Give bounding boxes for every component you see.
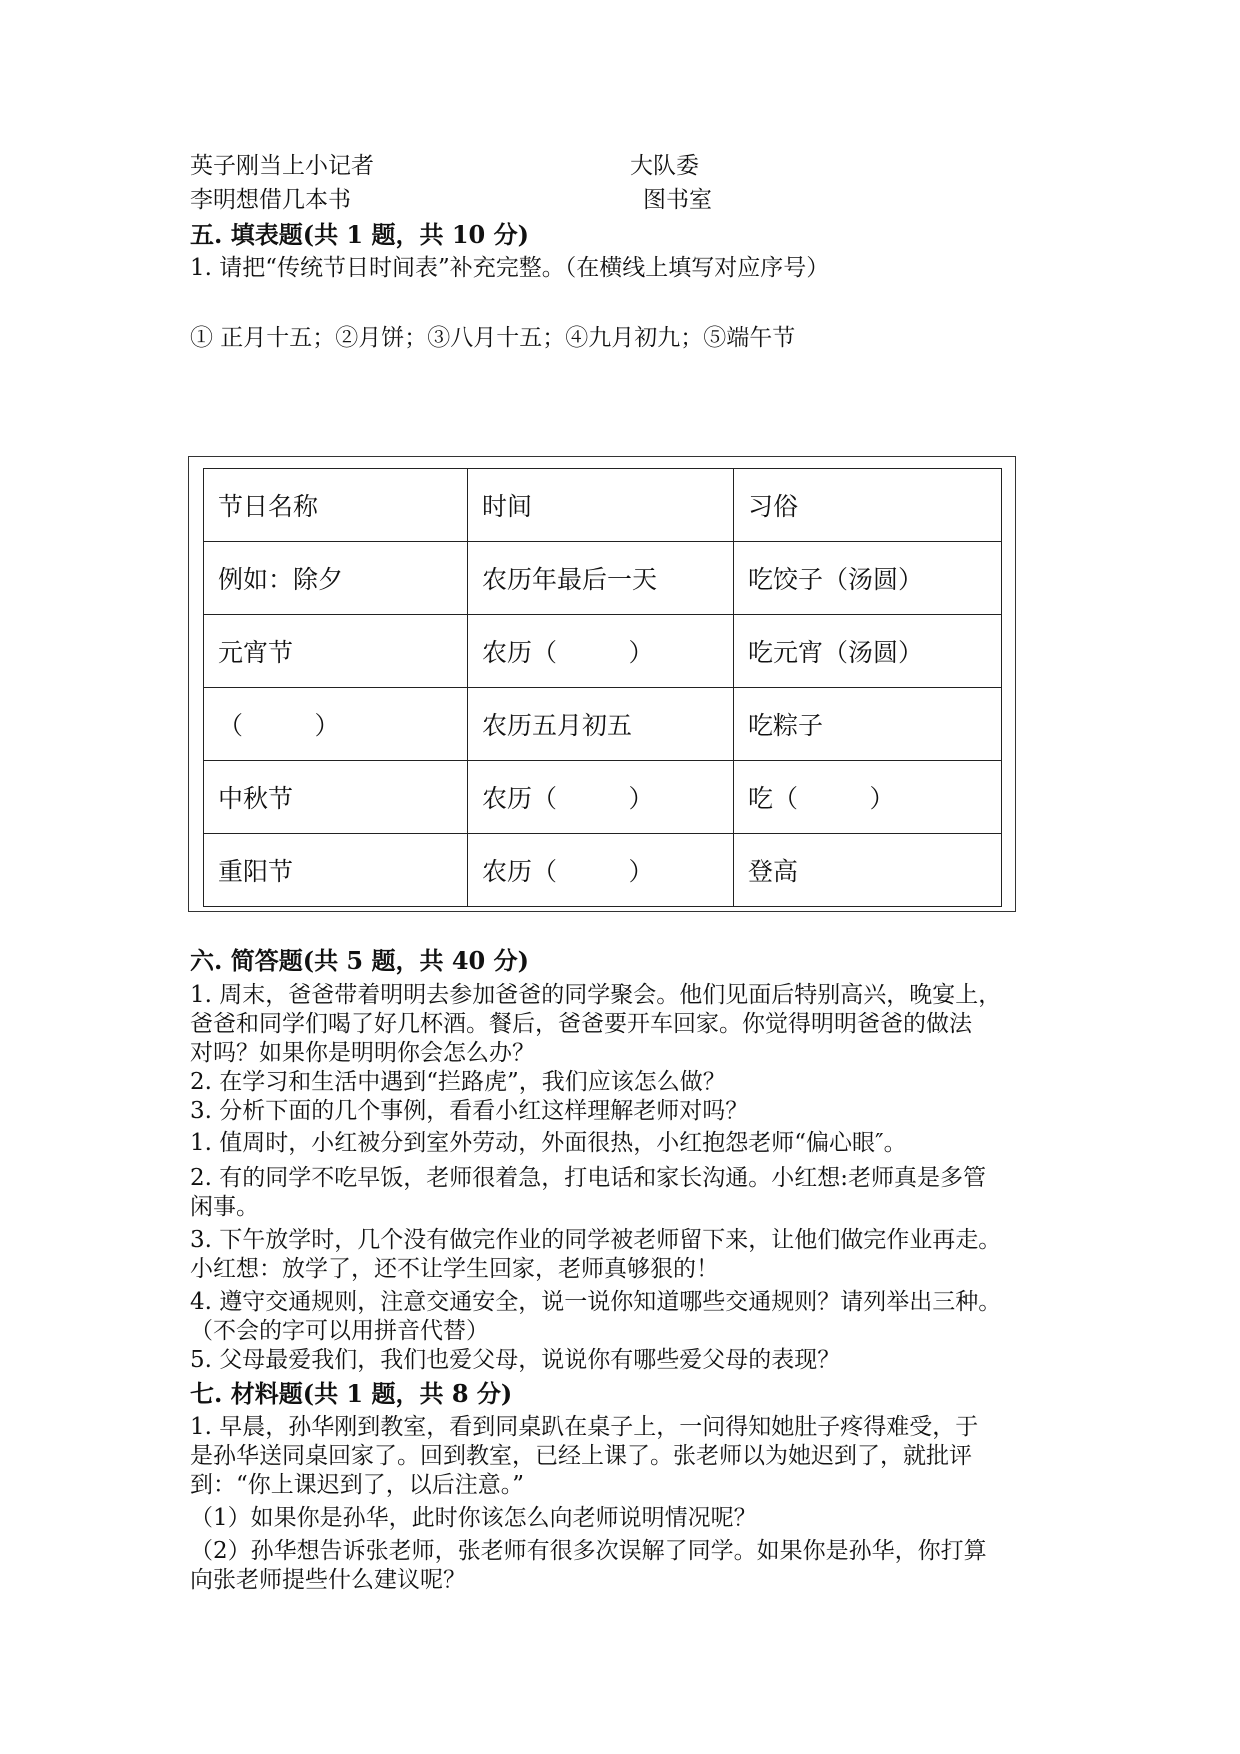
table-header-row: [204, 469, 1002, 542]
section6-line: 2. 有的同学不吃早饭，老师很着急，打电话和家长沟通。小红想:老师真是多管: [190, 1165, 987, 1191]
table-cell: 农历年最后一天: [468, 542, 734, 615]
table-header-cell: 时间: [468, 469, 734, 542]
festival-table: [203, 468, 1002, 907]
matching-right-1: 大队委: [630, 153, 699, 179]
section5-heading: 五. 填表题(共 1 题，共 10 分): [190, 220, 529, 249]
table-cell: 吃饺子（汤圆）: [734, 542, 1002, 615]
section6-line: 2. 在学习和生活中遇到“拦路虎”，我们应该怎么做？: [190, 1069, 726, 1095]
section6-line: 闲事。: [190, 1194, 259, 1220]
table-cell: 吃粽子: [734, 688, 1002, 761]
table-cell: 重阳节: [204, 834, 468, 907]
section6-line: 爸爸和同学们喝了好几杯酒。餐后，爸爸要开车回家。你觉得明明爸爸的做法: [190, 1011, 972, 1037]
section6-line: 4. 遵守交通规则，注意交通安全，说一说你知道哪些交通规则？请列举出三种。: [190, 1289, 1002, 1315]
table-header-cell: 节日名称: [204, 469, 468, 542]
section6-line: 3. 分析下面的几个事例，看看小红这样理解老师对吗？: [190, 1098, 749, 1124]
matching-left-2: 李明想借几本书: [190, 187, 351, 213]
section6-line: 小红想：放学了，还不让学生回家，老师真够狠的！: [190, 1256, 719, 1282]
table-cell-blank[interactable]: 农历（ ）: [468, 761, 734, 834]
table-cell: 元宵节: [204, 615, 468, 688]
table-cell: 吃元宵（汤圆）: [734, 615, 1002, 688]
section6-heading: 六. 简答题(共 5 题，共 40 分): [190, 946, 529, 975]
section6-line: （不会的字可以用拼音代替）: [190, 1318, 489, 1344]
section7-line: 是孙华送同桌回家了。回到教室，已经上课了。张老师以为她迟到了，就批评: [190, 1443, 972, 1469]
section7-line: 1. 早晨，孙华刚到教室，看到同桌趴在桌子上，一问得知她肚子疼得难受，于: [190, 1414, 979, 1440]
table-cell-blank[interactable]: 农历（ ）: [468, 834, 734, 907]
section7-line: 到：“你上课迟到了，以后注意。”: [190, 1472, 525, 1498]
table-cell: 登高: [734, 834, 1002, 907]
section7-heading: 七. 材料题(共 1 题，共 8 分): [190, 1379, 513, 1408]
section6-line: 5. 父母最爱我们，我们也爱父母，说说你有哪些爱父母的表现？: [190, 1347, 841, 1373]
table-cell-blank[interactable]: 吃（ ）: [734, 761, 1002, 834]
table-row: [204, 688, 1002, 761]
table-row: [204, 542, 1002, 615]
section7-line: 向张老师提些什么建议呢？: [190, 1567, 466, 1593]
section7-line: （2）孙华想告诉张老师，张老师有很多次误解了同学。如果你是孙华，你打算: [190, 1538, 987, 1564]
table-cell: 农历五月初五: [468, 688, 734, 761]
table-row: [204, 761, 1002, 834]
table-row: [204, 834, 1002, 907]
table-row: [204, 615, 1002, 688]
matching-left-1: 英子刚当上小记者: [190, 153, 374, 179]
section6-line: 1. 值周时，小红被分到室外劳动，外面很热，小红抱怨老师“偏心眼″。: [190, 1130, 907, 1156]
matching-right-2: 图书室: [643, 187, 712, 213]
table-cell: 例如：除夕: [204, 542, 468, 615]
section5-question: 1. 请把“传统节日时间表”补充完整。（在横线上填写对应序号）: [190, 255, 830, 281]
section6-line: 对吗？如果你是明明你会怎么办？: [190, 1040, 535, 1066]
table-cell: 中秋节: [204, 761, 468, 834]
section7-line: （1）如果你是孙华，此时你该怎么向老师说明情况呢？: [190, 1505, 757, 1531]
festival-table-frame: [188, 456, 1016, 912]
table-cell-blank[interactable]: （ ）: [204, 688, 468, 761]
section5-options: ① 正月十五；②月饼；③八月十五；④九月初九；⑤端午节: [190, 325, 796, 351]
table-cell-blank[interactable]: 农历（ ）: [468, 615, 734, 688]
table-header-cell: 习俗: [734, 469, 1002, 542]
section6-line: 1. 周末，爸爸带着明明去参加爸爸的同学聚会。他们见面后特别高兴，晚宴上，: [190, 982, 1002, 1008]
section6-line: 3. 下午放学时，几个没有做完作业的同学被老师留下来，让他们做完作业再走。: [190, 1227, 1002, 1253]
